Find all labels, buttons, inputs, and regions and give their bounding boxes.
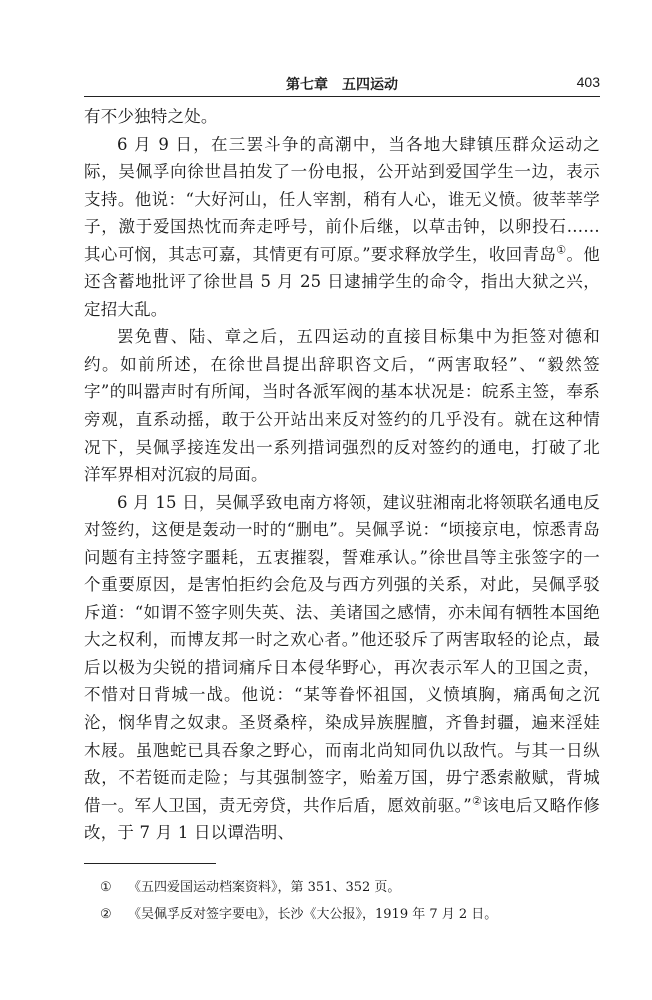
- paragraph-text: 罢免曹、陆、章之后，五四运动的直接目标集中为拒签对德和约。如前所述，在徐世昌提出辞职咨文后，“两害取轻”、“毅然签字”的叫嚣声时有所闻，当时各派军阀的基本状况是：皖系主签，奉系旁观，直系动摇，敢于公开站出来反对签约的几乎没有。就在这种情况下，吴佩孚接连发出一系列措词强烈的反对签约的通电，打破了北洋军界相对沉寂的局面。: [84, 327, 600, 485]
- paragraph-text: 6 月 15 日，吴佩孚致电南方将领，建议驻湘南北将领联名通电反对签约，这便是轰动一时的“删电”。吴佩孚说：“顷接京电，惊悉青岛问题有主持签字噩耗，五衷摧裂，誓难承认。”徐世昌等主张签字的一个重要原因，是害怕拒约会危及与西方列强的关系，对此，吴佩孚驳斥道：“如谓不签字则失英、法、美诸国之感情，亦未闻有牺牲本国绝大之权利，而博友邦一时之欢心者。”他还驳斥了两害取轻的论点，最后以极为尖锐的措词痛斥日本侵华野心，再次表示军人的卫国之责，不惜对日背城一战。他说：“某等眷怀祖国，义愤填胸，痛禹甸之沉沦，悯华胄之奴隶。圣贤桑梓，染成异族腥膻，齐鲁封疆，遍来淫娃木屐。虽虺蛇已具吞象之野心，而南北尚知同仇以敌忾。与其一日纵敌，不若铤而走险；与其强制签字，贻羞万国，毋宁悉索敝赋，背城借一。军人卫国，责无旁贷，共作后盾，愿效前驱。”: [84, 492, 600, 815]
- paragraph: [84, 323, 600, 488]
- paragraph: [84, 489, 600, 847]
- footnote-text: 《吴佩孚反对签字要电》，长沙《大公报》，1919 年 7 月 2 日。: [128, 907, 498, 922]
- chapter-title: 第七章 五四运动: [286, 77, 398, 93]
- body-text: [84, 103, 600, 847]
- page-number: 403: [576, 74, 600, 90]
- footnote-ref: ②: [471, 794, 483, 808]
- footnote-mark: ①: [100, 880, 112, 895]
- paragraph-text: 6 月 9 日，在三罢斗争的高潮中，当各地大肆镇压群众运动之际，吴佩孚向徐世昌拍发了一份电报，公开站到爱国学生一边，表示支持。他说：“大好河山，任人宰割，稍有人心，谁无义愤。彼莘莘学子，激于爱国热忱而奔走呼号，前仆后继，以草击钟，以卵投石……其心可悯，其志可嘉，其情更有可原。”要求释放学生，收回青岛: [84, 134, 600, 264]
- footnote: [100, 901, 600, 928]
- paragraph: [84, 103, 600, 131]
- paragraph-text: 。他还含蓄地批评了徐世昌 5 月 25 日逮捕学生的命令，指出大狱之兴，定招大乱。: [84, 244, 600, 319]
- paragraph-text: 该电后又略作修改，于 7 月 1 日以谭浩明、: [84, 795, 600, 843]
- paragraph-text: 有不少独特之处。: [84, 107, 218, 126]
- paragraph: [84, 131, 600, 324]
- footnote-rule: [84, 863, 216, 864]
- footnote-ref: ①: [556, 243, 567, 257]
- footnote-text: 《五四爱国运动档案资料》，第 351、352 页。: [128, 880, 401, 895]
- running-header: [84, 72, 600, 96]
- header-rule: [84, 96, 600, 97]
- footnote: [100, 874, 600, 901]
- footnote-mark: ②: [100, 907, 112, 922]
- footnotes: [100, 874, 600, 928]
